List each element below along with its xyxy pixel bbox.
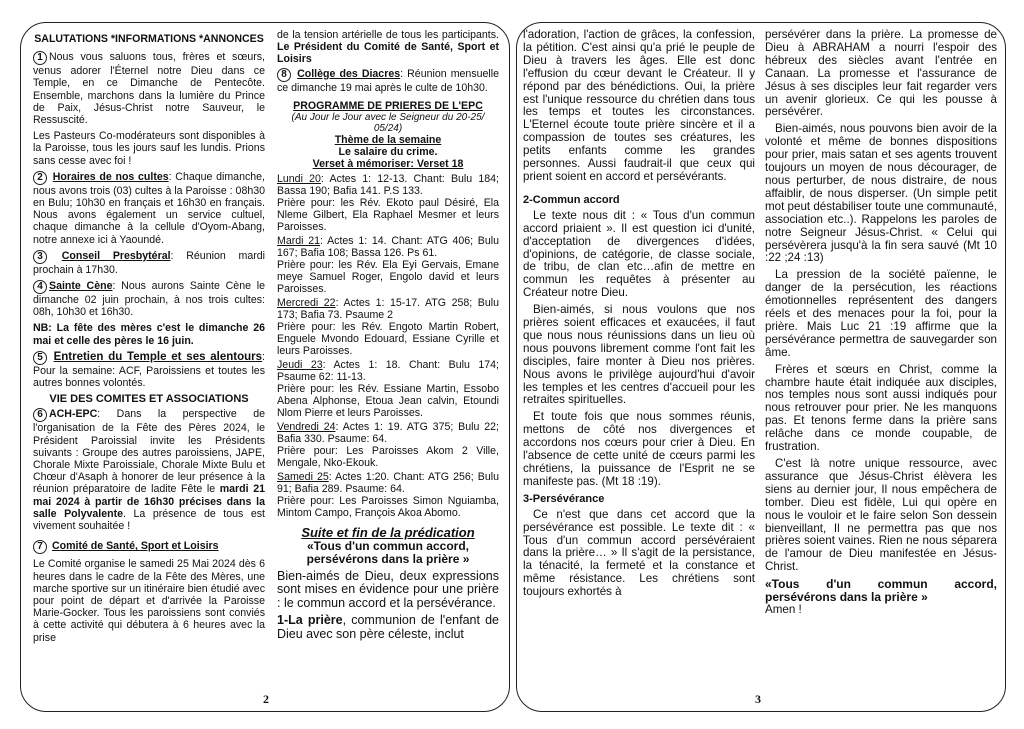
program-days: [277, 173, 499, 520]
sermon-title: «Tous d'un commun accord, persévérons dans la prière »: [306, 538, 470, 566]
sermon-suite-title: Suite et fin de la prédication: [301, 525, 475, 541]
announcement-6: 6 ACH-EPC: Dans la perspective de l'organisation de la Fête des Pères 2024, le Président Paroissial invite les Présidents suivants : Groupe des autres paroissiens, JAPE, Chorale Mixte Paroissiale, Chorale Mixte Bulu et Chœur d'Asaph à honorer de leur présence à la réunion préparatoire de ladite Fête le mardi 21 mai 2024 à partir de 16h30 précises dans la salle Polyvalente. La présence de tous est vivement souhaitée !: [33, 408, 266, 533]
sermon-heading-2: 2-Commun accord: [523, 193, 620, 206]
announcement-nb: NB: La fête des mères c'est le dimanche 26 mai et celle des pères le 16 juin.: [33, 322, 265, 347]
page-3-column-2: [765, 29, 997, 621]
page-number-3: 3: [755, 692, 761, 706]
day-monday: Lundi 20: Actes 1: 12-13. Chant: Bulu 184; Bassa 190; Bafia 141. P.S 133.: [277, 172, 499, 197]
announcement-4: 4 Sainte Cène: Nous aurons Sainte Cène le dimanche 02 juin prochain, à nos trois cultes: 08h, 10h30 et 16h30.: [33, 280, 265, 319]
prayer-wednesday: Prière pour: les Rév. Engoto Martin Robert, Enguele Mvondo Edouard, Essiane Cyrille et leurs Paroisses.: [277, 321, 499, 358]
prayer-friday: Prière pour: Les Paroisses Akom 2 Ville, Mengale, Nko-Ekouk.: [277, 445, 499, 470]
announcement-7: 7 Comité de Santé, Sport et Loisirs: [33, 540, 265, 554]
day-thursday: Jeudi 23: Actes 1: 18. Chant: Bulu 174; Psaume 62: 11-13.: [277, 358, 499, 383]
sermon-intro: Bien-aimés de Dieu, deux expressions sont mises en évidence pour une prière : le commun accord et la persévérance.: [277, 568, 499, 610]
sermon-perseverance-3: Bien-aimés, nous pouvons bien avoir de la volonté et même de bonnes dispositions pour prier, mais satan et ses agents trouvent toujours un moyen de nous décourager, de nous perturber, de nous distraire, de nous affaiblir, de nous disperser. (Un simple petit mot peut déstabiliser toute une communauté, association etc..). Rappelons les paroles de notre Seigneur Jésus-Christ. « Celui qui persévèrera jusqu'à la fin sera sauvé (Mt 10 :22 ;24 :13): [765, 122, 998, 265]
day-tuesday: Mardi 21: Actes 1: 14. Chant: ATG 406; Bulu 167; Bafia 108; Bassa 126. Ps 61.: [277, 234, 499, 259]
page-3-column-1: [523, 29, 755, 603]
page-2-column-1: [33, 29, 265, 648]
sermon-perseverance-2: persévérer dans la prière. La promesse de Dieu à ABRAHAM a nourri l'espoir des hébreux des siècles avant l'entrée en Canaan. La promesse et l'assurance de Jésus à ses disciples leur fait regarder vers un avenir glorieux. Ce qui les pousse à persévérer.: [765, 28, 997, 119]
day-saturday: Samedi 25: Actes 1:20. Chant: ATG 256; Bulu 91; Bafia 289. Psaume: 64.: [277, 470, 499, 495]
sermon-perseverance-1: Ce n'est que dans cet accord que la persévérance est possible. Le texte dit : « Tous d'un commun accord persévéraient dans la prière… » Il s'agit de la persistance, la ténacité, la fermeté et la constance et même résistance. Les chrétiens sont toujours exhortés à: [523, 507, 755, 599]
program-subtitle: (Au Jour le Jour avec le Seigneur du 20-25/ 05/24): [291, 112, 485, 135]
sermon-heading-3: 3-Persévérance: [523, 492, 605, 505]
health-committee-continued: de la tension artérielle de tous les participants. Le Président du Comité de Santé, Sport et Loisirs: [277, 29, 499, 66]
sermon-closing: «Tous d'un commun accord, persévérons dans la prière »: [765, 577, 997, 605]
sermon-amen: Amen !: [765, 603, 802, 617]
announcement-pasteurs: Les Pasteurs Co-modérateurs sont disponibles à la Paroisse, tous les jours sauf les lundis. Prions sans cesse avec foi !: [33, 130, 265, 167]
sermon-part-1: 1-La prière, communion de l'enfant de Dieu avec son père céleste, inclut: [277, 613, 499, 641]
announcement-3: 3 Conseil Presbytéral: Réunion mardi prochain à 17h30.: [33, 249, 265, 276]
sermon-perseverance-4: La pression de la société païenne, le danger de la persécution, les réactions émotionnelles représentent des dangers réels et des menaces pour la foi, pour la prière. Mais Luc 21 :19 affirme que la persévérance permettra de sauvegarder son âme.: [765, 268, 997, 359]
program-title: PROGRAMME DE PRIERES DE L'EPC: [293, 99, 483, 112]
sermon-commun-accord-3: Et toute fois que nous sommes réunis, mettons de côté nos divergences et accordons nos cœurs pour crier à Dieu. En l'absence de cette unité de cœurs parmi les chrétiens, la puissance de l'Esprit ne se manifeste pas. (Mt 18 :19).: [523, 410, 755, 488]
theme-label: Thème de la semaine: [334, 134, 442, 147]
day-friday: Vendredi 24: Actes 1: 19. ATG 375; Bulu 22; Bafia 330. Psaume: 64.: [277, 420, 499, 445]
page-2: [20, 22, 510, 712]
announcement-5: 5 Entretien du Temple et ses alentours: Pour la semaine: ACF, Paroissiens et toutes les autres bonnes volontés.: [33, 350, 265, 390]
theme: Le salaire du crime.: [338, 146, 438, 159]
number-1: 1: [33, 51, 47, 65]
committees-title: VIE DES COMITES ET ASSOCIATIONS: [49, 393, 249, 406]
page-3: [516, 22, 1006, 712]
day-wednesday: Mercredi 22: Actes 1: 15-17. ATG 258; Bulu 173; Bafia 73. Psaume 2: [277, 296, 499, 321]
prayer-tuesday: Prière pour: les Rév. Ela Eyi Gervais, Emane meye Samuel Roger, Engolo david et leurs Paroisses.: [277, 259, 499, 296]
prayer-thursday: Prière pour: les Rév. Essiane Martin, Essobo Abena Alphonse, Etoua Jean calvin, Etoundi Nlom Pierre et leurs Paroisses.: [277, 383, 499, 420]
verse: Verset à mémoriser: Verset 18: [312, 158, 464, 171]
announcement-7-text: Le Comité organise le samedi 25 Mai 2024 dès 6 heures dans le cadre de la Fête des Mères, une marche sportive sur un itinéraire bien étudié avec pour point de départ et d'arrivée la Paroisse Marie-Gocker. Tous les paroissiens sont conviés à cette activité qui débutera à 6 heures avec la prise: [33, 558, 265, 644]
sermon-commun-accord-1: Le texte nous dit : « Tous d'un commun accord priaient ». Il est question ici d'unité, d'acceptation de divergences d'idées, d'opinions, de catégorie, de classe sociale, de tribu, de clan etc…afin de mettre en commun les requêtes à présenter au Créateur notre Dieu.: [523, 208, 755, 300]
sermon-perseverance-6: C'est là notre unique ressource, avec assurance que Jésus-Christ élèvera les siens au dernier jour, Il nous empêchera de tomber. Dieu est fidèle, Lui qui opère en nous le vouloir et le faire selon Son dessein bienveillant, Il ne permettra pas que nos prières soient vaines. Rien ne nous séparera de l'amour de Dieu manifestée en Jésus-Christ.: [765, 457, 997, 574]
sermon-prayer-text: l'adoration, l'action de grâces, la confession, la pétition. C'est ainsi qu'a prié le peuple de Dieu à travers les âges. Elle est donc l'effusion du cœur devant le Créateur. Il y répond par des bénédictions. Oui, la prière est l'unique ressource du chrétien dans tous les temps et toutes les circonstances. L'Eternel écoute toute prière sincère et il a compassion de toutes ses créatures, les petits enfants comme les grandes personnes. Aussi faudrait-il que ceux qui prient soient en accord et persévérants.: [523, 28, 755, 183]
page-number-2: 2: [263, 692, 269, 706]
sermon-commun-accord-2: Bien-aimés, si nous voulons que nos prières soient efficaces et exaucées, il faut que nous nous réunissions dans un lieu où nous pouvons librement comme l'ont fait les disciples, faire monter à Dieu nos prières. Nous avons le privilège aujourd'hui d'avoir les temples et les centres d'accueil pour les retraites spirituelles.: [523, 303, 755, 407]
announcement-8: 8 Collège des Diacres: Réunion mensuelle ce dimanche 19 mai après le culte de 10h30.: [277, 67, 499, 94]
announcement-2: 2 Horaires de nos cultes: Chaque dimanche, nous avons trois (03) cultes à la Paroisse : 08h30 en Bulu; 10h30 en français et 16h30 en français. Nous avons également un service cultuel, chaque dimanche à la cellule d'Oyom-Abang, notre annexe ici à Yaoundé.: [33, 170, 266, 246]
page-2-header: SALUTATIONS *INFORMATIONS *ANNONCES: [34, 33, 264, 45]
prayer-monday: Prière pour: les Rév. Ekoto paul Désiré, Ela Nleme Gilbert, Ela Raphael Mesmer et leurs Paroisses.: [277, 197, 499, 234]
announcement-1: 1 Nous vous saluons tous, frères et sœurs, venus adorer l'Éternel notre Dieu dans ce Temple, en ce Dimanche de Pentecôte. Ensemble, marchons dans la lumière du Prince de Paix, Jésus-Christ notre Sauveur, le Ressuscité.: [33, 51, 265, 127]
prayer-saturday: Prière pour: Les Paroisses Simon Nguiamba, Mintom Campo, François Akoa Abomo.: [277, 494, 499, 520]
sermon-perseverance-5: Frères et sœurs en Christ, comme la chambre haute était indiquée aux disciples, nos temples nous sont aussi indiqués pour nous retrouver pour prier. Ne les manquons pas. Et tenons ferme dans la prière sans relâche dans ce monde coupable, de frustration.: [765, 362, 997, 454]
page-2-column-2: [277, 29, 499, 645]
